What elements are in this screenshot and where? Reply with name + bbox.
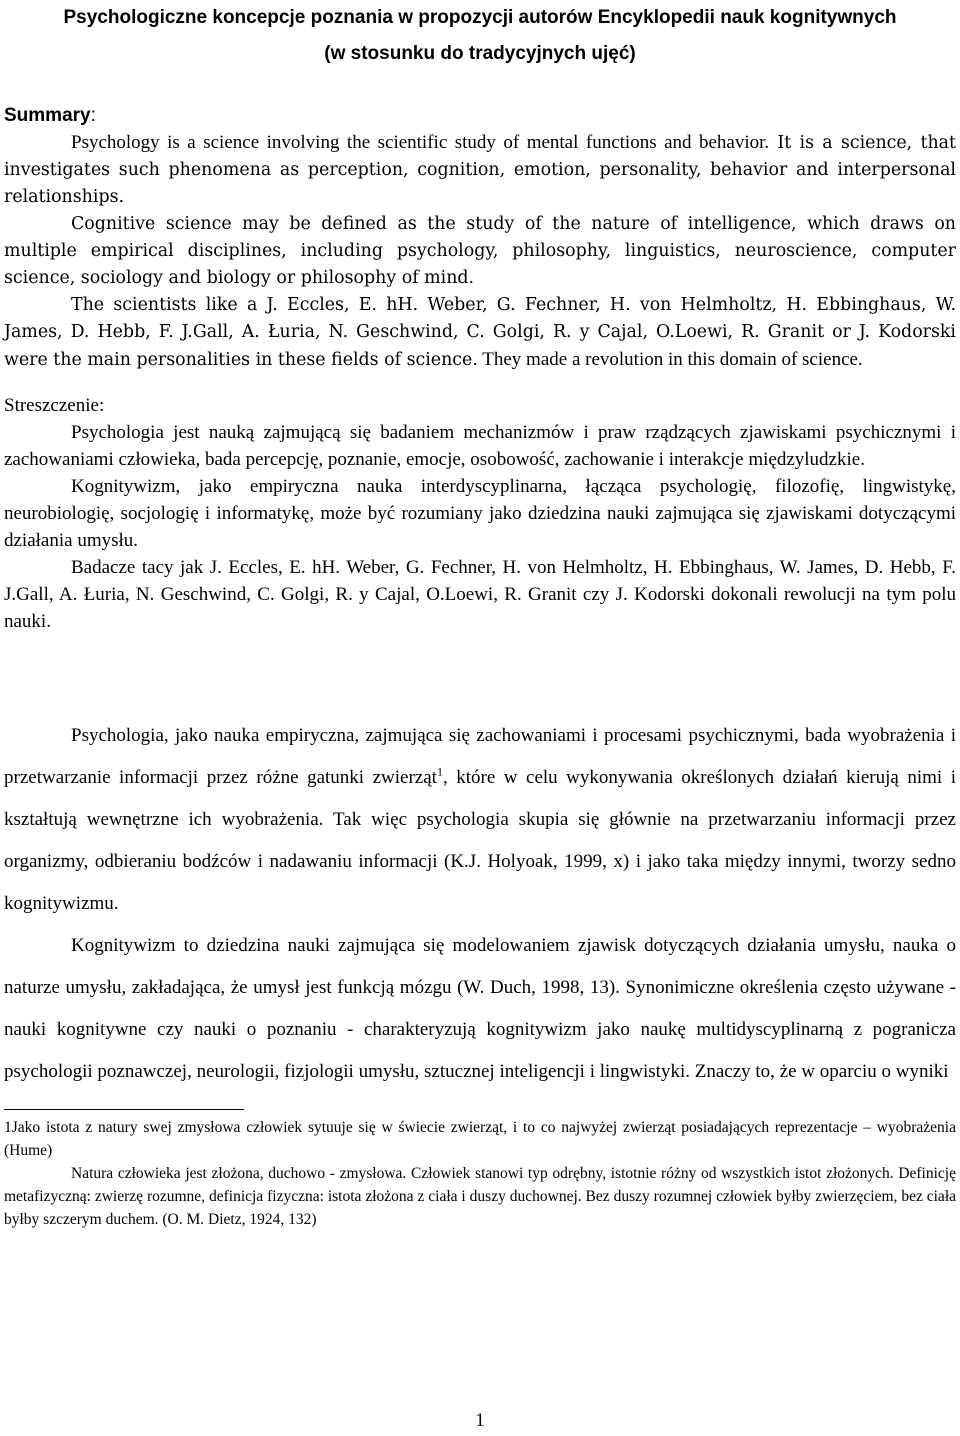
summary-p3-part-a: The scientists like a J. Eccles, E. hH. Weber, G. Fechner, H. von Helmholtz, H. Ebbinghaus, W. James, D. Hebb, F. J.Gall, A. Łuria, N. Geschwind, C. Golgi, R. y Cajal, O.Loewi, R. Granit or J. Kodorski were the main personalities in these fields of science. [4,295,956,370]
summary-p1-part-a: Psychology is a science involving the scientific study of mental functions and behavior. [71,132,770,153]
footnote-1: 1Jako istota z natury swej zmysłowa człowiek sytuuje się w świecie zwierząt, i to co najwyżej zwierząt posiadających reprezentacje – wyobrażenia (Hume) [4,1119,956,1159]
title-line-2: (w stosunku do tradycyjnych ujęć) [324,43,636,64]
streszczenie-paragraph-3: Badacze tacy jak J. Eccles, E. hH. Weber, G. Fechner, H. von Helmholtz, H. Ebbinghaus, W. James, D. Hebb, F. J.Gall, A. Łuria, N. Geschwind, C. Golgi, R. y Cajal, O.Loewi, R. Granit czy J. Kodorski dokonali rewolucji na tym polu nauki. [4,557,956,632]
summary-heading-colon: : [90,105,96,126]
summary-p3-part-b: They made a revolution in this domain of science. [477,349,863,370]
summary-p1-part-b: It is a science, that investigates such phenomena as perception, cognition, emotion, personality, behavior and interpersonal relationships. [4,133,957,207]
body-p1-part-c: Tak więc psychologia skupia się głównie na przetwarzaniu informacji przez organizmy, odbieraniu bodźców i nadawaniu informacji (K.J. Holyoak, 1999, x) i jako taka między innymi, tworzy sedno kognitywizmu. [4,809,956,914]
summary-heading-label: Summary [4,105,91,126]
footnote-reference[interactable]: 1 [436,764,443,779]
title-line-1: Psychologiczne koncepcje poznania w propozycji autorów Encyklopedii nauk kognitywnych [63,7,897,28]
body-paragraph-1 [4,715,956,925]
body-paragraph-2 [4,925,956,1093]
body-p1-part-b: , które w celu wykonywania określonych działań kierują nimi i kształtują wewnętrzne ich wyobrażenia. [4,767,956,830]
footnote-separator [4,1109,244,1110]
footnote-1-continuation: Natura człowieka jest złożona, duchowo - zmysłowa. Człowiek stanowi typ odrębny, istotnie różny od wszystkich istot złożonych. Definicję metafizyczną: zwierzę rozumne, definicja fizyczna: istota złożona z ciała i duszy duchownej. Bez duszy rozumnej człowiek byłby zwierzęciem, bez ciała byłby szczerym duchem. (O. M. Dietz, 1924, 132) [4,1165,956,1228]
summary-paragraph-1 [4,129,956,211]
summary-heading [4,102,956,129]
streszczenie-heading: Streszczenie: [4,395,105,416]
summary-paragraph-2: Cognitive science may be defined as the study of the nature of intelligence, which draws on multiple empirical disciplines, including psychology, philosophy, linguistics, neuroscience, computer science, sociology and biology or philosophy of mind. [4,214,956,288]
streszczenie-paragraph-1: Psychologia jest nauką zajmującą się badaniem mechanizmów i praw rządzących zjawiskami psychicznymi i zachowaniami człowieka, bada percepcję, poznanie, emocje, osobowość, zachowanie i interakcje międzyludzkie. [4,422,956,470]
body-p2-part-c: Znaczy to, że w oparciu o wyniki [689,1061,949,1082]
body-p2-part-a: Kognitywizm to dziedzina nauki zajmująca się modelowaniem zjawisk dotyczących działania umysłu, nauka o naturze umysłu, zakładająca, że umysł jest funkcją mózgu (W. Duch, 1998, 13). [4,935,956,998]
body-p1-part-a: Psychologia, jako nauka empiryczna, zajmująca się zachowaniami i procesami psychicznymi, bada wyobrażenia i przetwarzanie informacji przez różne gatunki zwierząt [4,725,956,788]
body-p2-part-b: Synonimiczne określenia często używane - nauki kognitywne czy nauki o poznaniu - charakteryzują kognitywizm jako naukę multidyscyplinarną z pogranicza psychologii poznawczej, neurologii, fizjologii umysłu, sztucznej inteligencji i lingwistyki. [4,977,956,1082]
page-number: 1 [475,1410,485,1431]
summary-paragraph-3 [4,292,956,374]
streszczenie-paragraph-2: Kognitywizm, jako empiryczna nauka interdyscyplinarna, łącząca psychologię, filozofię, lingwistykę, neurobiologię, socjologię i informatykę, może być rozumiany jako dziedzina nauki zajmująca się zjawiskami dotyczącymi działania umysłu. [4,476,956,551]
